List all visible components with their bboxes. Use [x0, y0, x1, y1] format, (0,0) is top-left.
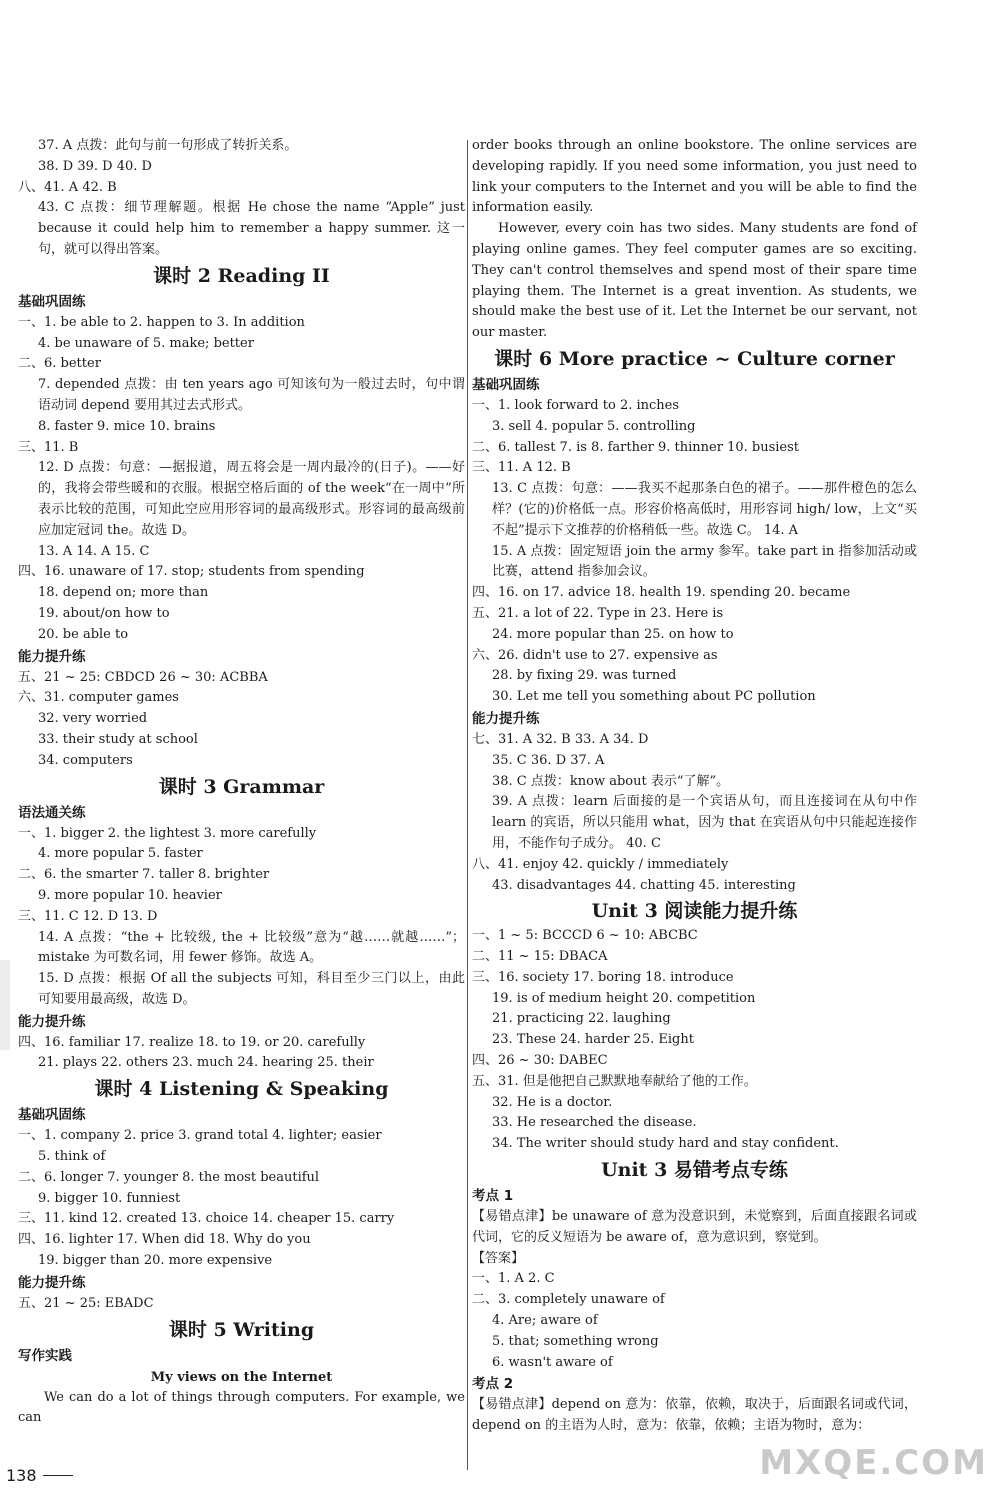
answer-line: 八、41. A 42. B	[18, 179, 117, 195]
answer-line: 三、11. A 12. B	[472, 460, 571, 476]
answer-line: 43. disadvantages 44. chatting 45. interesting	[492, 877, 796, 893]
answer-line: 五、21 ~ 25: CBDCD 26 ~ 30: ACBBA	[18, 669, 268, 685]
answer-paragraph: 14. A 点拨：“the + 比较级, the + 比较级”意为“越……就越……”；mistake 为可数名词，用 fewer 修饰。故选 A。	[38, 929, 465, 966]
answer-line: 4. more popular 5. faster	[38, 846, 203, 862]
answer-line: 13. A 14. A 15. C	[38, 543, 150, 559]
subsection-label: 写作实践	[18, 1347, 72, 1364]
subsection-label: 考点 1	[472, 1188, 514, 1205]
answer-line: 【答案】	[472, 1250, 525, 1266]
answer-line: 38. C 点拨：know about 表示“了解”。	[492, 773, 730, 789]
subsection-label: 能力提升练	[472, 710, 540, 727]
answer-paragraph: 【易错点津】be unaware of 意为没意识到，未觉察到，后面直接跟名词或代词，它的反义短语为 be aware of，意为意识到，察觉到。	[472, 1209, 917, 1245]
answer-line: 一、1. look forward to 2. inches	[472, 397, 680, 413]
answer-line: 四、26 ~ 30: DABEC	[472, 1053, 608, 1069]
answer-line: 19. about/on how to	[38, 605, 170, 621]
subsection-label: 能力提升练	[18, 1274, 86, 1291]
answer-line: 六、31. computer games	[18, 690, 179, 706]
answer-line: 21. practicing 22. laughing	[492, 1011, 671, 1027]
answer-line: 八、41. enjoy 42. quickly / immediately	[472, 856, 729, 872]
answer-line: 二、6. tallest 7. is 8. farther 9. thinner 10. busiest	[472, 439, 799, 455]
answer-line: 9. bigger 10. funniest	[38, 1190, 181, 1206]
answer-line: 21. plays 22. others 23. much 24. hearing 25. their	[38, 1055, 374, 1071]
answer-line: 32. He is a doctor.	[492, 1094, 613, 1110]
answer-line: 34. computers	[38, 752, 133, 768]
watermark: MXQE.COM	[759, 1443, 988, 1483]
answer-paragraph: 15. D 点拨：根据 Of all the subjects 可知，科目至少三门以上，由此可知要用最高级，故选 D。	[38, 971, 465, 1007]
answer-line: 8. faster 9. mice 10. brains	[38, 418, 216, 434]
column-divider	[467, 140, 468, 1470]
section-heading: 课时 2 Reading II	[153, 264, 330, 287]
answer-line: 33. their study at school	[38, 731, 198, 747]
answer-line: 三、11. C 12. D 13. D	[18, 908, 158, 924]
answer-line: 一、1. be able to 2. happen to 3. In addition	[18, 314, 305, 330]
subsection-label: 基础巩固练	[18, 1107, 86, 1124]
answer-paragraph: 43. C 点拨：细节理解题。根据 He chose the name “Apple” just because it could help him to remember a happy summer. 这一句，就可以得出答案。	[38, 200, 465, 257]
answer-line: 30. Let me tell you something about PC pollution	[492, 689, 816, 705]
answer-line: 34. The writer should study hard and stay confident.	[492, 1136, 839, 1152]
answer-line: 三、11. B	[18, 439, 79, 455]
answer-line: 23. These 24. harder 25. Eight	[492, 1032, 694, 1048]
answer-line: 4. Are; aware of	[492, 1313, 598, 1329]
section-heading: 课时 3 Grammar	[158, 775, 325, 798]
section-heading: Unit 3 易错考点专练	[601, 1159, 788, 1182]
answer-line: 三、11. kind 12. created 13. choice 14. cheaper 15. carry	[18, 1211, 395, 1227]
answer-line: 19. is of medium height 20. competition	[492, 990, 756, 1006]
answer-line: 二、6. the smarter 7. taller 8. brighter	[18, 867, 270, 883]
answer-line: 五、31. 但是他把自己默默地奉献给了他的工作。	[472, 1073, 757, 1089]
answer-line: 一、1. A 2. C	[472, 1271, 555, 1287]
answer-line: 19. bigger than 20. more expensive	[38, 1253, 273, 1269]
answer-paragraph: 15. A 点拨：固定短语 join the army 参军。take part in 指参加活动或比赛，attend 指参加会议。	[492, 543, 917, 580]
right-column	[472, 136, 917, 1437]
answer-line: 四、16. lighter 17. When did 18. Why do you	[18, 1232, 311, 1248]
answer-line: 28. by fixing 29. was turned	[492, 668, 677, 684]
answer-line: 六、26. didn't use to 27. expensive as	[472, 647, 718, 663]
answer-paragraph: 39. A 点拨：learn 后面接的是一个宾语从句，而且连接词在从句中作 learn 的宾语，所以只能用 what，因为 that 在宾语从句中只能起连接作用，不能作句子成分。 40. C	[492, 794, 917, 851]
answer-line: 35. C 36. D 37. A	[492, 752, 605, 768]
answer-line: 五、21. a lot of 22. Type in 23. Here is	[472, 605, 724, 621]
answer-paragraph: 12. D 点拨：句意：—据报道，周五将会是一周内最冷的(日子)。——好的，我将会带些暖和的衣服。根据空格后面的 of the week“在一周中”所表示比较的范围，可知此空应用形容词的最高级形式。形容词的最高级前应加定冠词 the。故选 D。	[38, 460, 465, 538]
answer-line: 四、16. on 17. advice 18. health 19. spending 20. became	[472, 585, 851, 601]
section-heading: 课时 6 More practice ~ Culture corner	[494, 347, 895, 370]
answer-line: 一、1 ~ 5: BCCCD 6 ~ 10: ABCBC	[472, 928, 698, 944]
answer-line: 四、16. unaware of 17. stop; students from spending	[18, 564, 365, 580]
answer-line: 4. be unaware of 5. make; better	[38, 335, 254, 351]
subsection-label: 考点 2	[472, 1376, 514, 1393]
essay-title: My views on the Internet	[150, 1369, 333, 1385]
answer-line: 33. He researched the disease.	[492, 1115, 697, 1131]
subsection-label: 基础巩固练	[472, 376, 540, 393]
answer-line: 24. more popular than 25. on how to	[492, 626, 734, 642]
scan-edge-shadow	[0, 960, 10, 1050]
page-number: 138	[6, 1466, 73, 1485]
answer-paragraph: 7. depended 点拨：由 ten years ago 可知该句为一般过去时，句中谓语动词 depend 要用其过去式形式。	[38, 377, 465, 413]
subsection-label: 能力提升练	[18, 1013, 86, 1030]
answer-line: 32. very worried	[38, 711, 148, 727]
answer-line: 18. depend on; more than	[38, 585, 209, 601]
left-column	[18, 136, 465, 1429]
answer-paragraph: 【易错点津】depend on 意为：依靠，依赖，取决于，后面跟名词或代词，depend on 的主语为人时，意为：依靠，依赖；主语为物时，意为：	[472, 1397, 917, 1434]
answer-line: 五、21 ~ 25: EBADC	[18, 1295, 154, 1311]
answer-line: 20. be able to	[38, 626, 129, 642]
answer-line: 二、6. better	[18, 356, 101, 372]
answer-line: 七、31. A 32. B 33. A 34. D	[472, 731, 649, 747]
subsection-label: 能力提升练	[18, 648, 86, 665]
answer-line: 6. wasn't aware of	[492, 1354, 613, 1370]
answer-paragraph: order books through an online bookstore. The online services are developing rapidly. If you need some information, you just need to link your computers to the Internet and you will be able to find the information easily.	[472, 138, 917, 216]
answer-line: 37. A 点拨：此句与前一句形成了转折关系。	[38, 138, 298, 153]
answer-line: 5. think of	[38, 1149, 106, 1165]
answer-line: 3. sell 4. popular 5. controlling	[492, 418, 696, 434]
answer-line: 二、6. longer 7. younger 8. the most beautiful	[18, 1169, 320, 1185]
answer-paragraph: 13. C 点拨：句意：——我买不起那条白色的裙子。——那件橙色的怎么样？(它的)价格低一点。形容价格高低时，用形容词 high/ low，上文“买不起”提示下文推荐的价格稍低一些。故选 C。 14. A	[492, 481, 917, 538]
answer-line: 9. more popular 10. heavier	[38, 887, 222, 903]
subsection-label: 基础巩固练	[18, 293, 86, 310]
section-heading: Unit 3 阅读能力提升练	[591, 900, 798, 923]
answer-line: 一、1. company 2. price 3. grand total 4. lighter; easier	[18, 1128, 382, 1144]
answer-paragraph: However, every coin has two sides. Many students are fond of playing online games. They feel computer games are so exciting. They can't control themselves and spend most of their spare time playing them. The Internet is a great invention. As students, we should make the best use of it. Let the Internet be our servant, not our master.	[472, 221, 917, 341]
answer-line: 38. D 39. D 40. D	[38, 158, 152, 174]
answer-line: 四、16. familiar 17. realize 18. to 19. or 20. carefully	[18, 1034, 366, 1050]
answer-line: 一、1. bigger 2. the lightest 3. more carefully	[18, 825, 317, 841]
answer-line: 二、11 ~ 15: DBACA	[472, 949, 608, 965]
answer-paragraph: We can do a lot of things through computers. For example, we can	[18, 1389, 465, 1426]
answer-line: 5. that; something wrong	[492, 1333, 659, 1349]
subsection-label: 语法通关练	[18, 804, 86, 821]
section-heading: 课时 4 Listening & Speaking	[94, 1078, 389, 1101]
section-heading: 课时 5 Writing	[168, 1318, 315, 1341]
answer-line: 三、16. society 17. boring 18. introduce	[472, 969, 734, 985]
answer-line: 二、3. completely unaware of	[472, 1292, 665, 1308]
